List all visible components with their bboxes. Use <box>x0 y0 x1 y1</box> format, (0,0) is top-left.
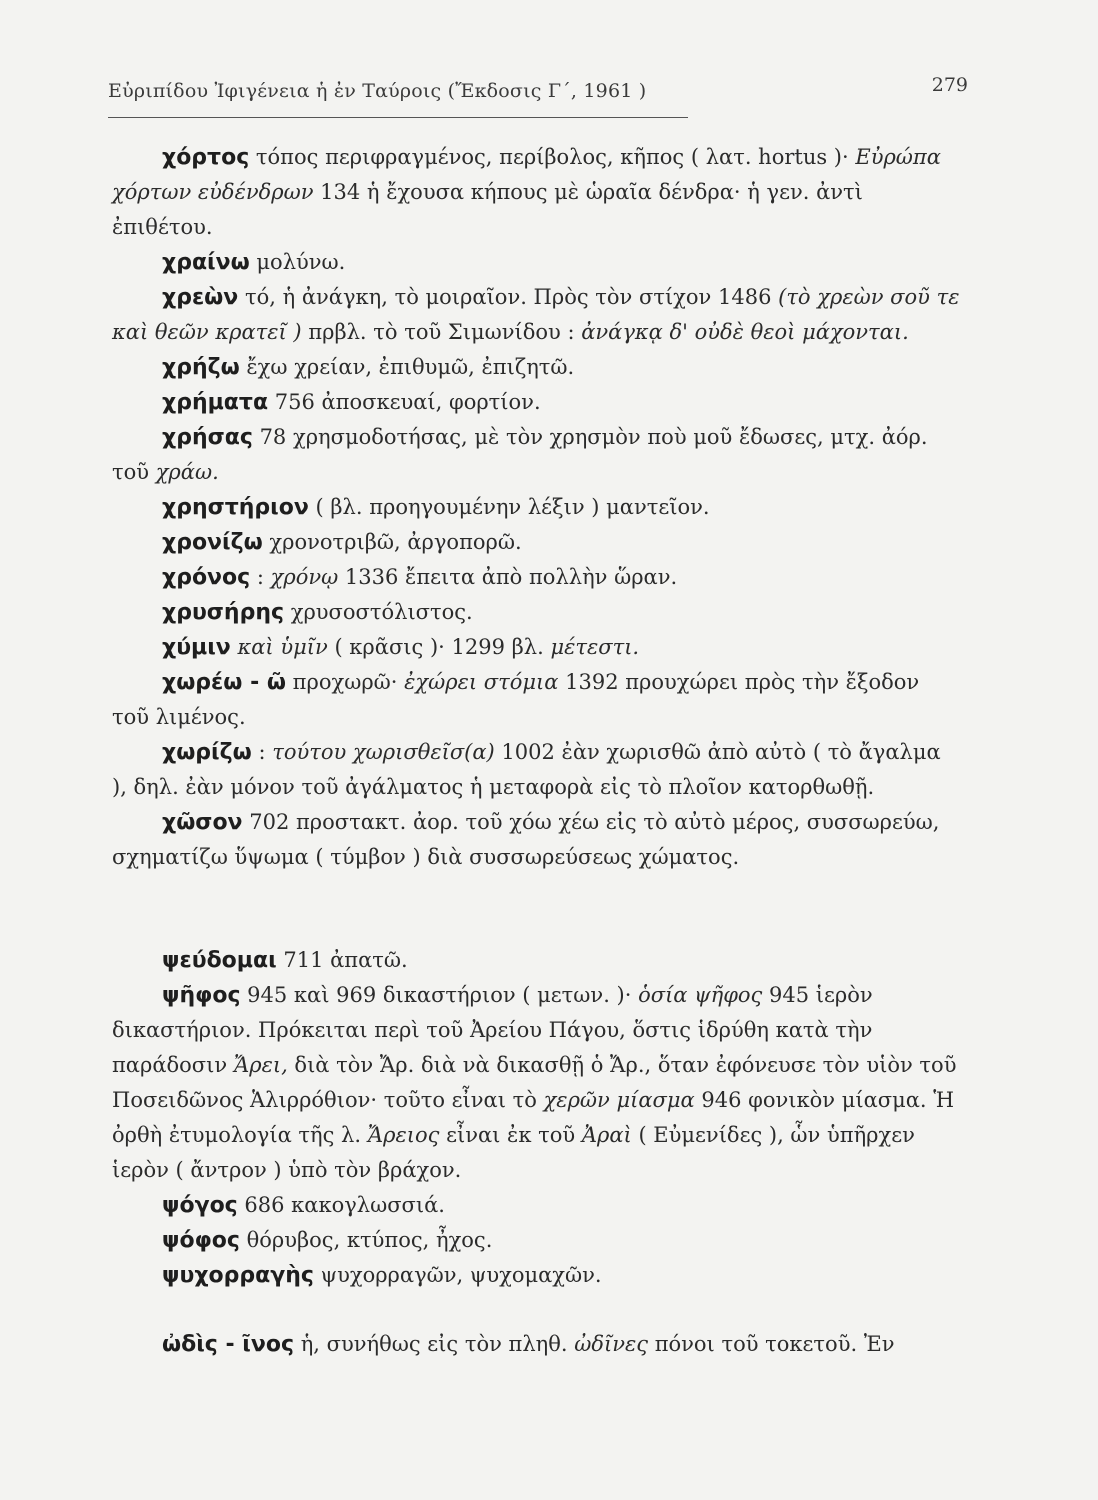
entry-headword: ὠδὶς - ῖνος <box>162 1332 295 1357</box>
entry-definition: τό, ἡ ἀνάγκη, τὸ μοιραῖον. Πρὸς τὸν στίχον 1486 <box>238 285 779 309</box>
glossary-entry <box>112 735 962 805</box>
entry-headword: χρονίζω <box>162 530 263 555</box>
glossary-entry <box>112 1327 962 1362</box>
section-chi <box>112 140 962 875</box>
entry-headword: ψῆφος <box>162 983 241 1008</box>
section-gap <box>112 1293 962 1327</box>
entry-headword: χρεὼν <box>162 285 239 310</box>
entry-quote: ὠδῖνες <box>574 1332 649 1356</box>
glossary-entry <box>112 280 962 350</box>
entry-definition: 78 χρησμοδοτήσας, μὲ τὸν χρησμὸν ποὺ μοῦ ἔδωσες, μτχ. ἀόρ. τοῦ <box>112 425 928 484</box>
entry-quote: ὁσία ψῆφος <box>638 983 763 1007</box>
entry-definition: 702 προστακτ. ἀορ. τοῦ χόω χέω εἰς τὸ αὐτὸ μέρος, συσσωρεύω, σχηματίζω ὕψωμα ( τύμβον ) διὰ συσσωρεύσεως χώματος. <box>112 810 940 869</box>
page-number: 279 <box>931 74 968 96</box>
header-rule <box>108 117 688 118</box>
entry-definition: 756 ἀποσκευαί, φορτίον. <box>268 390 541 414</box>
header-title: Εὐριπίδου Ἰφιγένεια ἡ ἐν Ταύροις (Ἔκδοσις Γ΄, 1961 ) <box>108 80 647 102</box>
entry-definition: ( Εὐμενίδες ), ὧν ὑπῆρχεν ἱερὸν ( ἄντρον ) ὑπὸ τὸν βράχον. <box>112 1123 915 1182</box>
entry-quote: ἀνάγκᾳ δ' οὐδὲ θεοὶ μάχονται. <box>581 320 909 344</box>
entry-definition: χρονοτριβῶ, ἀργοπορῶ. <box>262 530 522 554</box>
glossary-entry <box>112 525 962 560</box>
entry-quote: χράω. <box>155 460 219 484</box>
section-psi <box>112 943 962 1293</box>
entry-definition: ( βλ. προηγουμένην λέξιν ) μαντεῖον. <box>308 495 710 519</box>
glossary-entry <box>112 350 962 385</box>
entry-headword: χρήματα <box>162 390 269 415</box>
section-gap <box>112 875 962 943</box>
glossary-entry <box>112 385 962 420</box>
entry-definition: πόνοι τοῦ τοκετοῦ. Ἐν <box>648 1332 895 1356</box>
entry-definition: 711 ἀπατῶ. <box>276 948 408 972</box>
glossary-entry <box>112 630 962 665</box>
entry-headword: ψυχορραγὴς <box>162 1263 314 1288</box>
entry-definition: : <box>251 740 273 764</box>
glossary-entry <box>112 595 962 630</box>
entry-definition: τόπος περιφραγμένος, περίβολος, κῆπος ( λατ. hortus )· <box>249 145 856 169</box>
entry-definition: 686 κακογλωσσιά. <box>237 1193 445 1217</box>
entry-quote: τούτου χωρισθεῖσ(α) <box>272 740 495 764</box>
entry-quote: (τὸ χρεὼν σοῦ τε καὶ θεῶν κρατεῖ ) <box>112 285 960 344</box>
glossary-entry <box>112 1223 962 1258</box>
entry-definition: χρυσοστόλιστος. <box>284 600 473 624</box>
entry-headword: χρήζω <box>162 355 240 380</box>
entry-definition: 1002 ἐὰν χωρισθῶ ἀπὸ αὐτὸ ( τὸ ἄγαλμα ), δηλ. ἐὰν μόνον τοῦ ἀγάλματος ἡ μεταφορὰ εἰς τὸ πλοῖον κατορθωθῇ. <box>112 740 941 799</box>
entry-headword: χωρέω - ῶ <box>162 670 286 695</box>
entry-definition: : <box>250 565 271 589</box>
entry-definition: 945 ἱερὸν δικαστήριον. Πρόκειται περὶ τοῦ Ἀρείου Πάγου, ὅστις ἱδρύθη κατὰ τὴν παράδοσιν <box>112 983 873 1077</box>
entry-headword: χρήσας <box>162 425 253 450</box>
entry-headword: χῶσον <box>162 810 243 835</box>
glossary-entry <box>112 420 962 490</box>
entry-definition: 945 καὶ 969 δικαστήριον ( μετων. )· <box>240 983 639 1007</box>
glossary-body <box>112 140 962 1362</box>
entry-headword: χρυσήρης <box>162 600 285 625</box>
entry-headword: χύμιν <box>162 635 231 660</box>
entry-quote: Ἄρει, <box>233 1053 288 1077</box>
entry-definition: θόρυβος, κτύπος, ἦχος. <box>239 1228 493 1252</box>
entry-quote: Ἀραὶ <box>581 1123 632 1147</box>
entry-definition: 1336 ἔπειτα ἀπὸ πολλὴν ὥραν. <box>338 565 678 589</box>
entry-quote: χερῶν μίασμα <box>543 1088 695 1112</box>
glossary-entry <box>112 490 962 525</box>
entry-headword: χωρίζω <box>162 740 252 765</box>
entry-quote: Ἄρειος <box>367 1123 440 1147</box>
entry-definition: ἡ, συνήθως εἰς τὸν πληθ. <box>294 1332 575 1356</box>
entry-definition: 1392 προυχώρει πρὸς τὴν ἔξοδον τοῦ λιμένος. <box>112 670 920 729</box>
glossary-entry <box>112 245 962 280</box>
glossary-entry <box>112 1258 962 1293</box>
glossary-entry <box>112 805 962 875</box>
entry-headword: χρηστήριον <box>162 495 309 520</box>
section-omega <box>112 1327 962 1362</box>
entry-definition: ψυχορραγῶν, ψυχομαχῶν. <box>313 1263 602 1287</box>
glossary-entry <box>112 978 962 1188</box>
entry-definition: 134 ἡ ἔχουσα κήπους μὲ ὡραῖα δένδρα· ἡ γεν. ἀντὶ ἐπιθέτου. <box>112 180 863 239</box>
entry-definition: μολύνω. <box>249 250 346 274</box>
glossary-entry <box>112 560 962 595</box>
entry-headword: ψεύδομαι <box>162 948 277 973</box>
entry-quote: καὶ ὑμῖν <box>237 635 328 659</box>
glossary-entry <box>112 140 962 245</box>
entry-headword: χόρτος <box>162 145 250 170</box>
entry-headword: ψόφος <box>162 1228 240 1253</box>
entry-quote: Εὐρώπα χόρτων εὐδένδρων <box>112 145 941 204</box>
entry-definition: προχωρῶ· <box>286 670 405 694</box>
entry-quote: χρόνῳ <box>270 565 339 589</box>
entry-quote: ἐχώρει στόμια <box>404 670 559 694</box>
glossary-entry <box>112 665 962 735</box>
entry-quote: μέτεστι. <box>550 635 640 659</box>
entry-definition: ἔχω χρείαν, ἐπιθυμῶ, ἐπιζητῶ. <box>239 355 575 379</box>
entry-headword: χραίνω <box>162 250 250 275</box>
glossary-entry <box>112 943 962 978</box>
entry-definition: διὰ τὸν Ἄρ. διὰ νὰ δικασθῇ ὁ Ἄρ., ὅταν ἐφόνευσε τὸν υἱὸν τοῦ Ποσειδῶνος Ἁλιρρόθιον· τοῦτο εἶναι τὸ <box>112 1053 957 1112</box>
entry-definition: 946 φονικὸν μίασμα. Ἡ ὀρθὴ ἐτυμολογία τῆς λ. <box>112 1088 955 1147</box>
entry-headword: χρόνος <box>162 565 251 590</box>
entry-definition: ( κρᾶσις )· 1299 βλ. <box>327 635 551 659</box>
entry-headword: ψόγος <box>162 1193 238 1218</box>
entry-definition: εἶναι ἐκ τοῦ <box>439 1123 582 1147</box>
glossary-entry <box>112 1188 962 1223</box>
entry-definition: πρβλ. τὸ τοῦ Σιμωνίδου : <box>301 320 582 344</box>
